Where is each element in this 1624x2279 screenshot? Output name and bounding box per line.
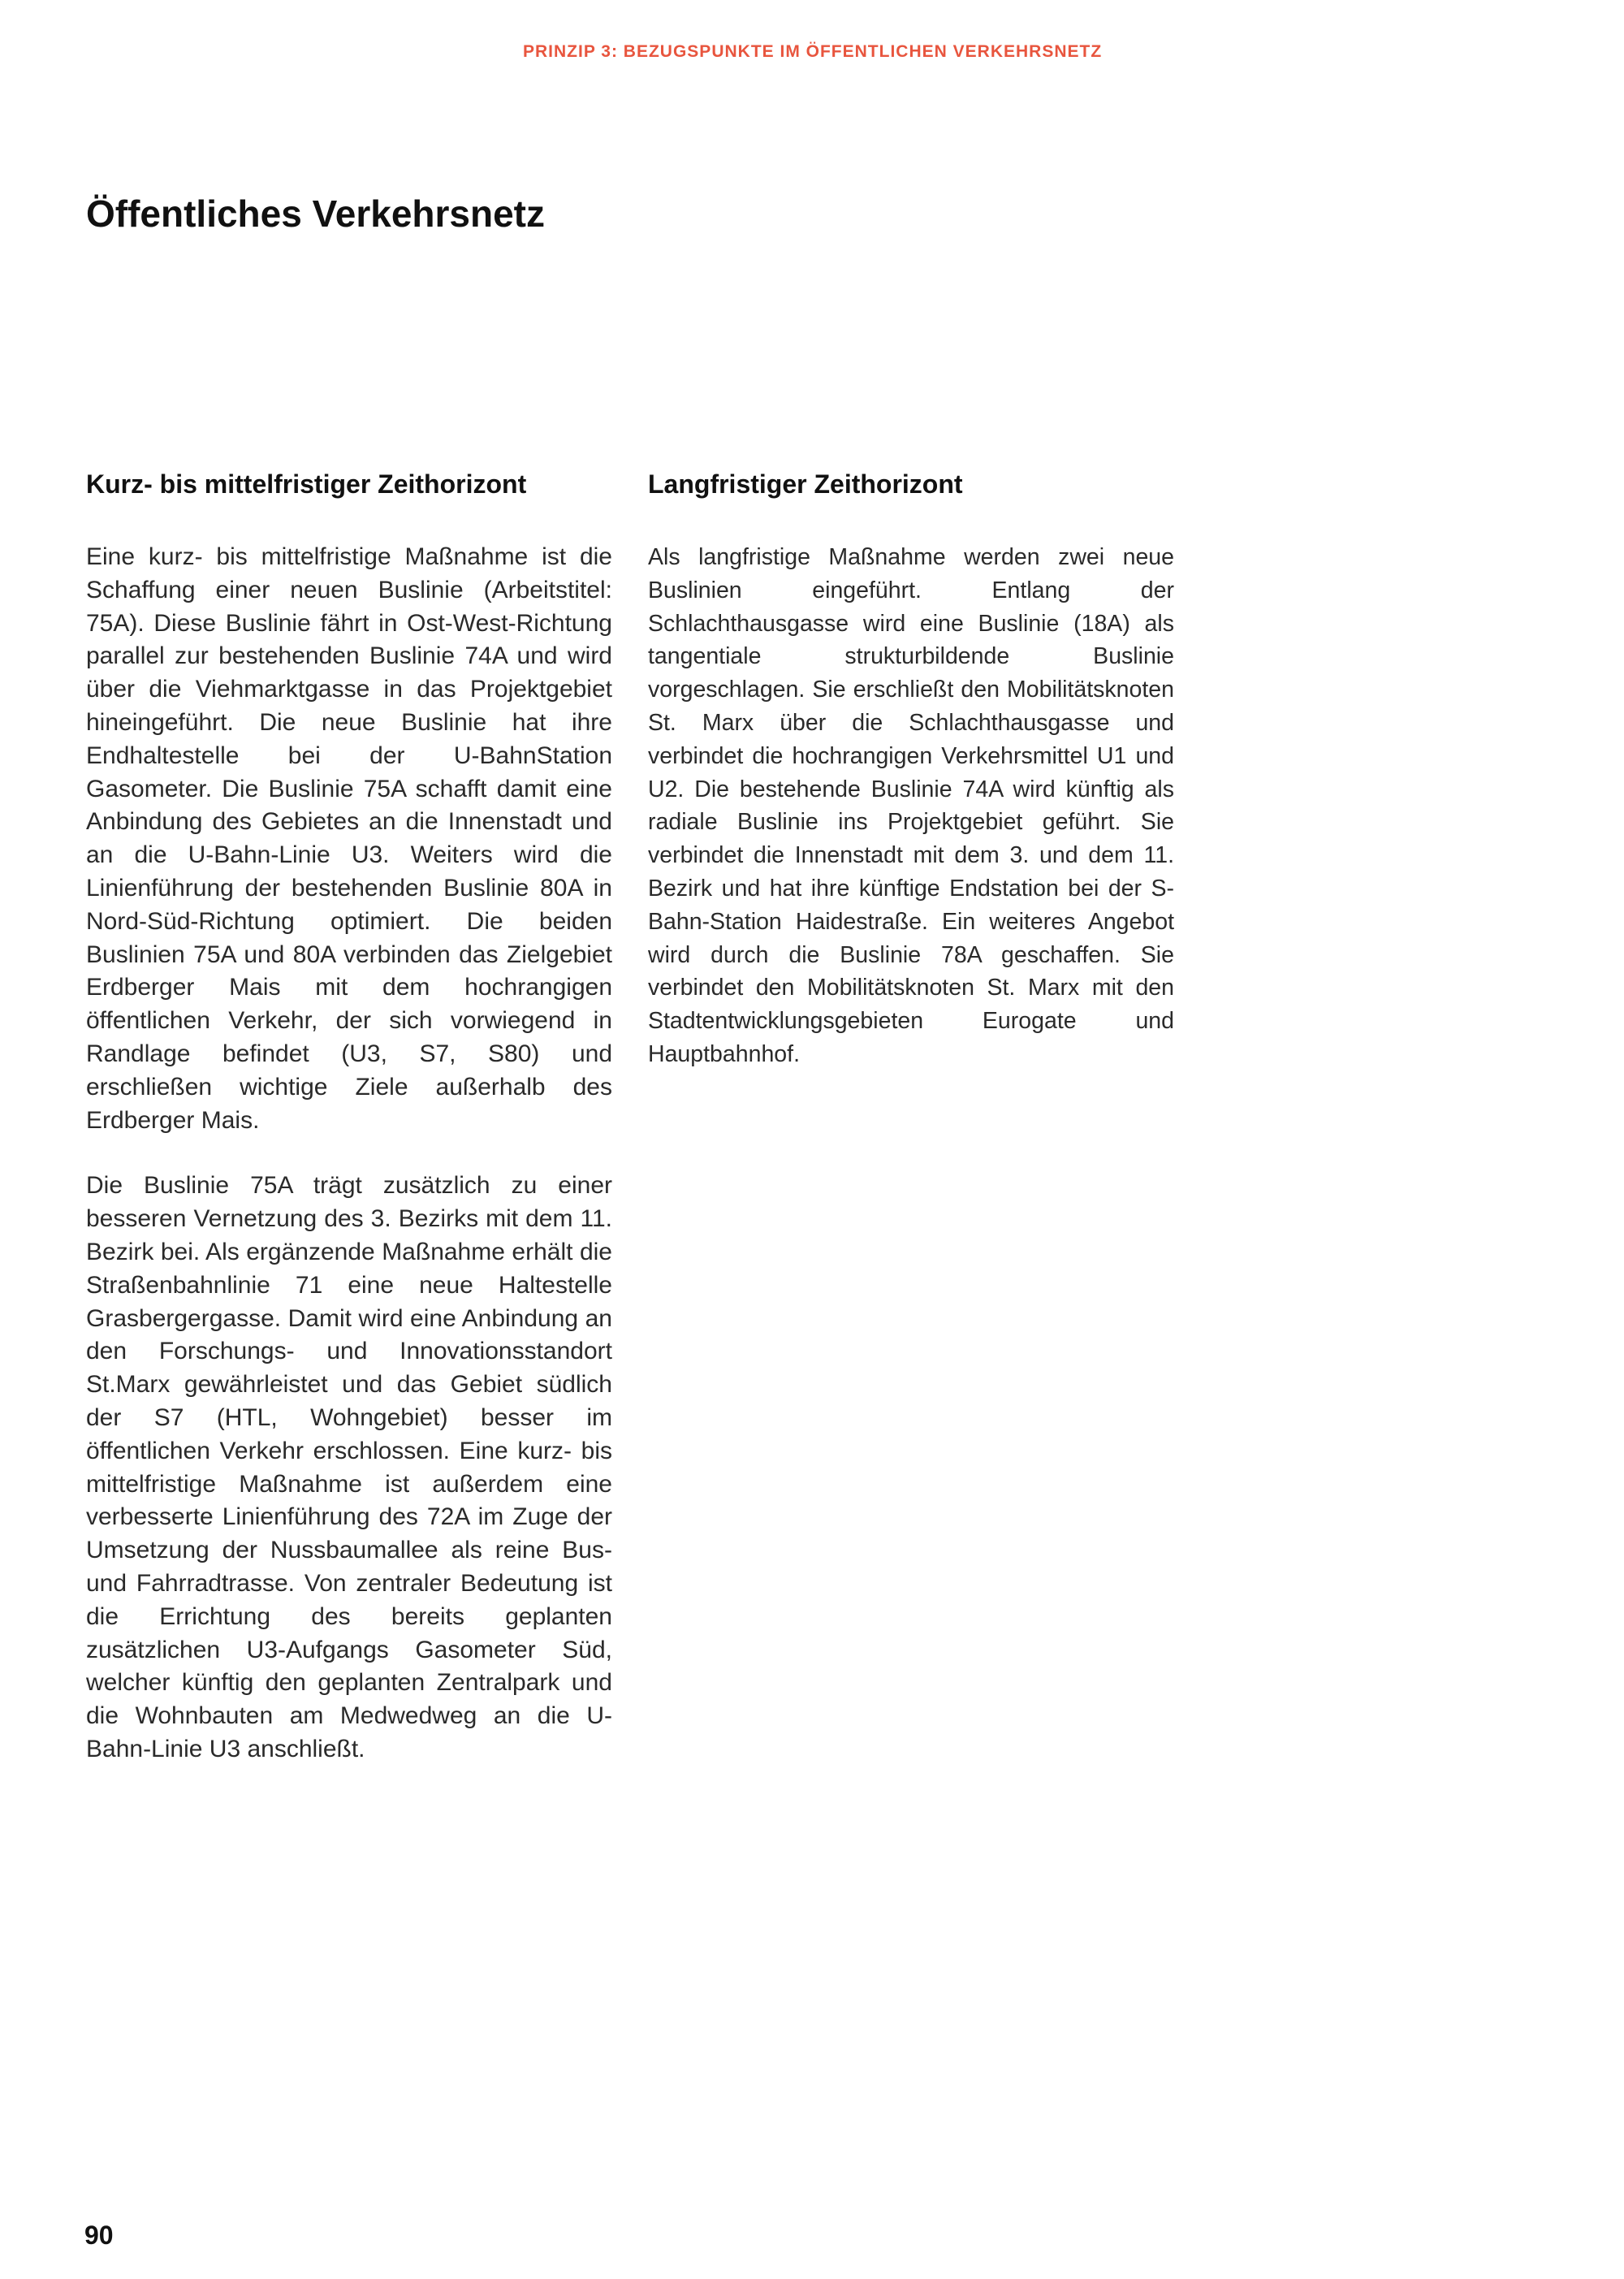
left-column-heading: Kurz- bis mittelfristiger Zeithorizont: [86, 469, 527, 499]
page-title: Öffentliches Verkehrsnetz: [86, 192, 545, 235]
heading-spacer: [648, 520, 1174, 541]
right-paragraph-1: Als langfristige Maßnahme werden zwei neue Buslinien eingeführt. Entlang der Schlachthausgasse wird eine Buslinie (18A) als tangentiale strukturbildende Buslinie vorgeschlagen. Sie erschließt den Mobilitätsknoten St. Marx über die Schlachthausgasse und verbindet die hochrangigen Verkehrsmittel U1 und U2. Die bestehende Buslinie 74A wird künftig als radiale Buslinie ins Projektgebiet geführt. Sie verbindet die Innenstadt mit dem 3. und dem 11. Bezirk und hat ihre künftige Endstation bei der S-Bahn-Station Haidestraße. Ein weiteres Angebot wird durch die Buslinie 78A geschaffen. Sie verbindet den Mobilitätsknoten St. Marx mit den Stadtentwicklungsgebieten Eurogate und Hauptbahnhof.: [648, 544, 1174, 1067]
left-paragraph-1: Eine kurz- bis mittelfristige Maßnahme ist die Schaffung einer neuen Buslinie (Arbeitstitel: 75A). Diese Buslinie fährt in Ost-West-Richtung parallel zur bestehenden Buslinie 74A und wird über die Viehmarktgasse in das Projektgebiet hineingeführt. Die neue Buslinie hat ihre Endhaltestelle bei der U-BahnStation Gasometer. Die Buslinie 75A schafft damit eine Anbindung des Gebietes an die Innenstadt und an die U-Bahn-Linie U3. Weiters wird die Linienführung der bestehenden Buslinie 80A in Nord-Süd-Richtung optimiert. Die beiden Buslinien 75A und 80A verbinden das Zielgebiet Erdberger Mais mit dem hochrangigen öffentlichen Verkehr, der sich vorwiegend in Randlage befindet (U3, S7, S80) und erschließen wichtige Ziele außerhalb des Erdberger Mais.: [86, 543, 612, 1134]
left-column: [86, 469, 612, 1767]
left-paragraph-2: Die Buslinie 75A trägt zusätzlich zu einer besseren Vernetzung des 3. Bezirks mit dem 11. Bezirk bei. Als ergänzende Maßnahme erhält die Straßenbahnlinie 71 eine neue Haltestelle Grasbergergasse. Damit wird eine Anbindung an den Forschungs- und Innovationsstandort St.Marx gewährleistet und das Gebiet südlich der S7 (HTL, Wohngebiet) besser im öffentlichen Verkehr erschlossen. Eine kurz- bis mittelfristige Maßnahme ist außerdem eine verbesserte Linienführung des 72A im Zuge der Umsetzung der Nussbaumallee als reine Bus- und Fahrradtrasse. Von zentraler Bedeutung ist die Errichtung des bereits geplanten zusätzlichen U3-Aufgangs Gasometer Süd, welcher künftig den geplanten Zentralpark und die Wohnbauten am Medwedweg an die U-Bahn-Linie U3 anschließt.: [86, 1172, 612, 1762]
right-column: [648, 469, 1174, 1071]
page-number: 90: [84, 2221, 114, 2250]
right-column-heading: Langfristiger Zeithorizont: [648, 469, 963, 499]
heading-spacer: [86, 520, 612, 541]
paragraph-gap: [86, 1137, 612, 1170]
running-header: PRINZIP 3: BEZUGSPUNKTE IM ÖFFENTLICHEN VERKEHRSNETZ: [523, 42, 1103, 61]
